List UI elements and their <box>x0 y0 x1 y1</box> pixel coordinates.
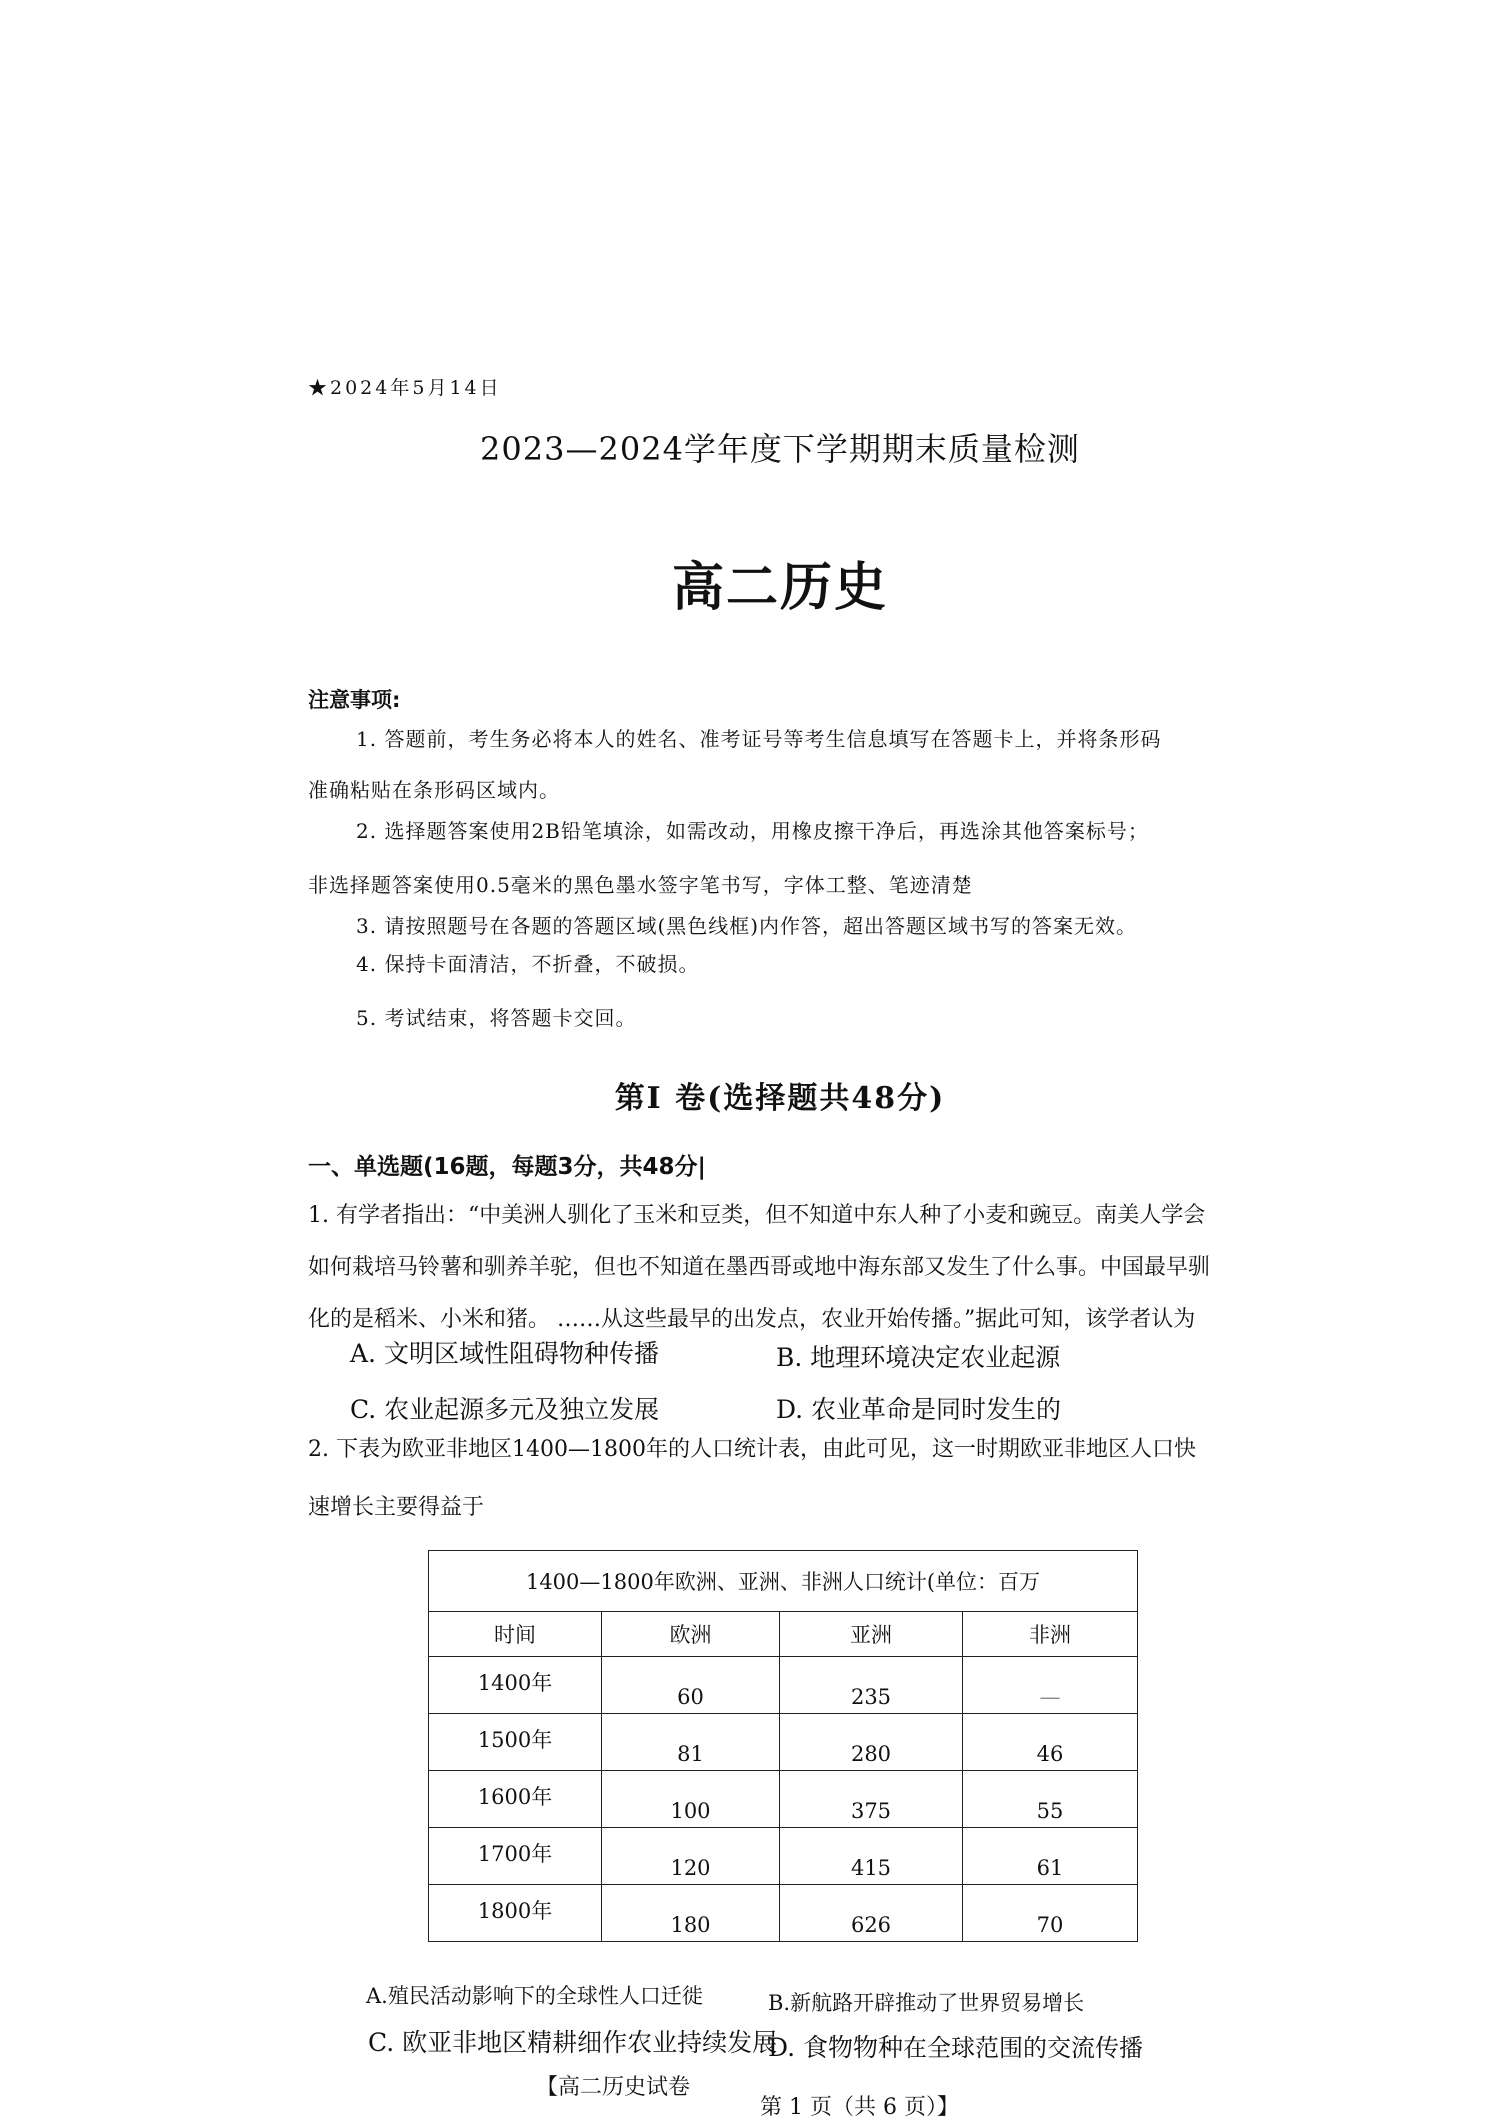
notice-item-1-cont: 准确粘贴在条形码区域内。 <box>308 778 560 802</box>
table-row <box>429 1656 1138 1713</box>
table-cell: 180 <box>602 1884 780 1941</box>
table-cell: 415 <box>780 1827 963 1884</box>
notice-item-4: 4. 保持卡面清洁，不折叠，不破损。 <box>356 952 700 976</box>
table-cell: 46 <box>963 1713 1138 1770</box>
q2-option-d <box>768 2028 1143 2064</box>
table-row <box>429 1713 1138 1770</box>
table-cell: — <box>963 1656 1138 1713</box>
table-cell: 120 <box>602 1827 780 1884</box>
table-row <box>429 1884 1138 1941</box>
q1-line-1: 1. 有学者指出：“中美洲人驯化了玉米和豆类，但不知道中东人种了小麦和豌豆。南美人学会 <box>308 1203 1206 1228</box>
table-cell: 375 <box>780 1770 963 1827</box>
q1-option-b: B. 地理环境决定农业起源 <box>776 1343 1061 1372</box>
table-cell: 626 <box>780 1884 963 1941</box>
table-cell: 81 <box>602 1713 780 1770</box>
table-cell: 100 <box>602 1770 780 1827</box>
notice-item-1: 1. 答题前，考生务必将本人的姓名、准考证号等考生信息填写在答题卡上，并将条形码 <box>356 727 1162 751</box>
q1-option-c: C. 农业起源多元及独立发展 <box>350 1395 660 1424</box>
notice-heading: 注意事项: <box>308 688 401 712</box>
notice-item-5: 5. 考试结束，将答题卡交回。 <box>356 1006 637 1030</box>
notice-item-2: 2. 选择题答案使用2B铅笔填涂，如需改动，用橡皮擦干净后，再选涂其他答案标号； <box>356 819 1149 843</box>
table-row <box>429 1770 1138 1827</box>
q2-option-a: A.殖民活动影响下的全球性人口迁徙 <box>366 1984 703 2008</box>
table-header-cell: 亚洲 <box>780 1612 963 1657</box>
q1-line-2: 如何栽培马铃薯和驯养羊驼，但也不知道在墨西哥或地中海东部又发生了什么事。中国最早驯 <box>308 1255 1211 1280</box>
table-cell: 55 <box>963 1770 1138 1827</box>
notice-item-3: 3. 请按照题号在各题的答题区域(黑色线框)内作答，超出答题区域书写的答案无效。 <box>356 914 1138 938</box>
table-cell: 70 <box>963 1884 1138 1941</box>
table-cell: 235 <box>780 1656 963 1713</box>
table-cell: 1800年 <box>429 1884 602 1941</box>
q2-line-2: 速增长主要得益于 <box>308 1495 485 1520</box>
q1-option-d: D. 农业革命是同时发生的 <box>776 1395 1062 1424</box>
table-header-cell: 非洲 <box>963 1612 1138 1657</box>
table-header-cell: 欧洲 <box>602 1612 780 1657</box>
q2-option-d-rest: 在全球范围的交流传播 <box>903 2034 1144 2062</box>
table-caption-row <box>429 1551 1138 1612</box>
table-cell: 280 <box>780 1713 963 1770</box>
table-cell: 61 <box>963 1827 1138 1884</box>
q1-line-3: 化的是稻米、小米和猪。 ……从这些最早的出发点，农业开始传播。”据此可知，该学者认为 <box>308 1307 1196 1332</box>
population-table <box>428 1550 1138 1942</box>
section-title: 第Ⅰ 卷(选择题共48分) <box>614 1081 946 1116</box>
table-row <box>429 1827 1138 1884</box>
q2-option-d-prefix: D. 食物物种 <box>768 2033 904 2062</box>
table-cell: 1500年 <box>429 1713 602 1770</box>
table-header-row <box>429 1612 1138 1657</box>
q2-option-c: C. 欧亚非地区精耕细作农业持续发展 <box>368 2028 778 2057</box>
notice-item-2-cont: 非选择题答案使用0.5毫米的黑色墨水签字笔书写，字体工整、笔迹清楚 <box>308 873 973 897</box>
footer-page-number: 第 1 页（共 6 页）】 <box>760 2095 959 2120</box>
footer-left: 【高二历史试卷 <box>536 2075 691 2100</box>
exam-title: 2023—2024学年度下学期期末质量检测 <box>480 430 1080 468</box>
table-cell: 1700年 <box>429 1827 602 1884</box>
table-cell: 60 <box>602 1656 780 1713</box>
table-cell: 1400年 <box>429 1656 602 1713</box>
q2-line-1: 2. 下表为欧亚非地区1400—1800年的人口统计表，由此可见，这一时期欧亚非地区人口快 <box>308 1437 1196 1462</box>
q2-option-b: B.新航路开辟推动了世界贸易增长 <box>768 1991 1085 2015</box>
exam-date: ★2024年5月14日 <box>308 377 502 399</box>
question-type-heading: 一、单选题(16题，每题3分，共48分| <box>308 1154 706 1180</box>
table-header-cell: 时间 <box>429 1612 602 1657</box>
subject-title: 高二历史 <box>671 557 888 618</box>
table-cell: 1600年 <box>429 1770 602 1827</box>
q1-option-a: A. 文明区域性阻碍物种传播 <box>350 1339 659 1368</box>
table-caption: 1400—1800年欧洲、亚洲、非洲人口统计(单位：百万 <box>429 1551 1138 1612</box>
